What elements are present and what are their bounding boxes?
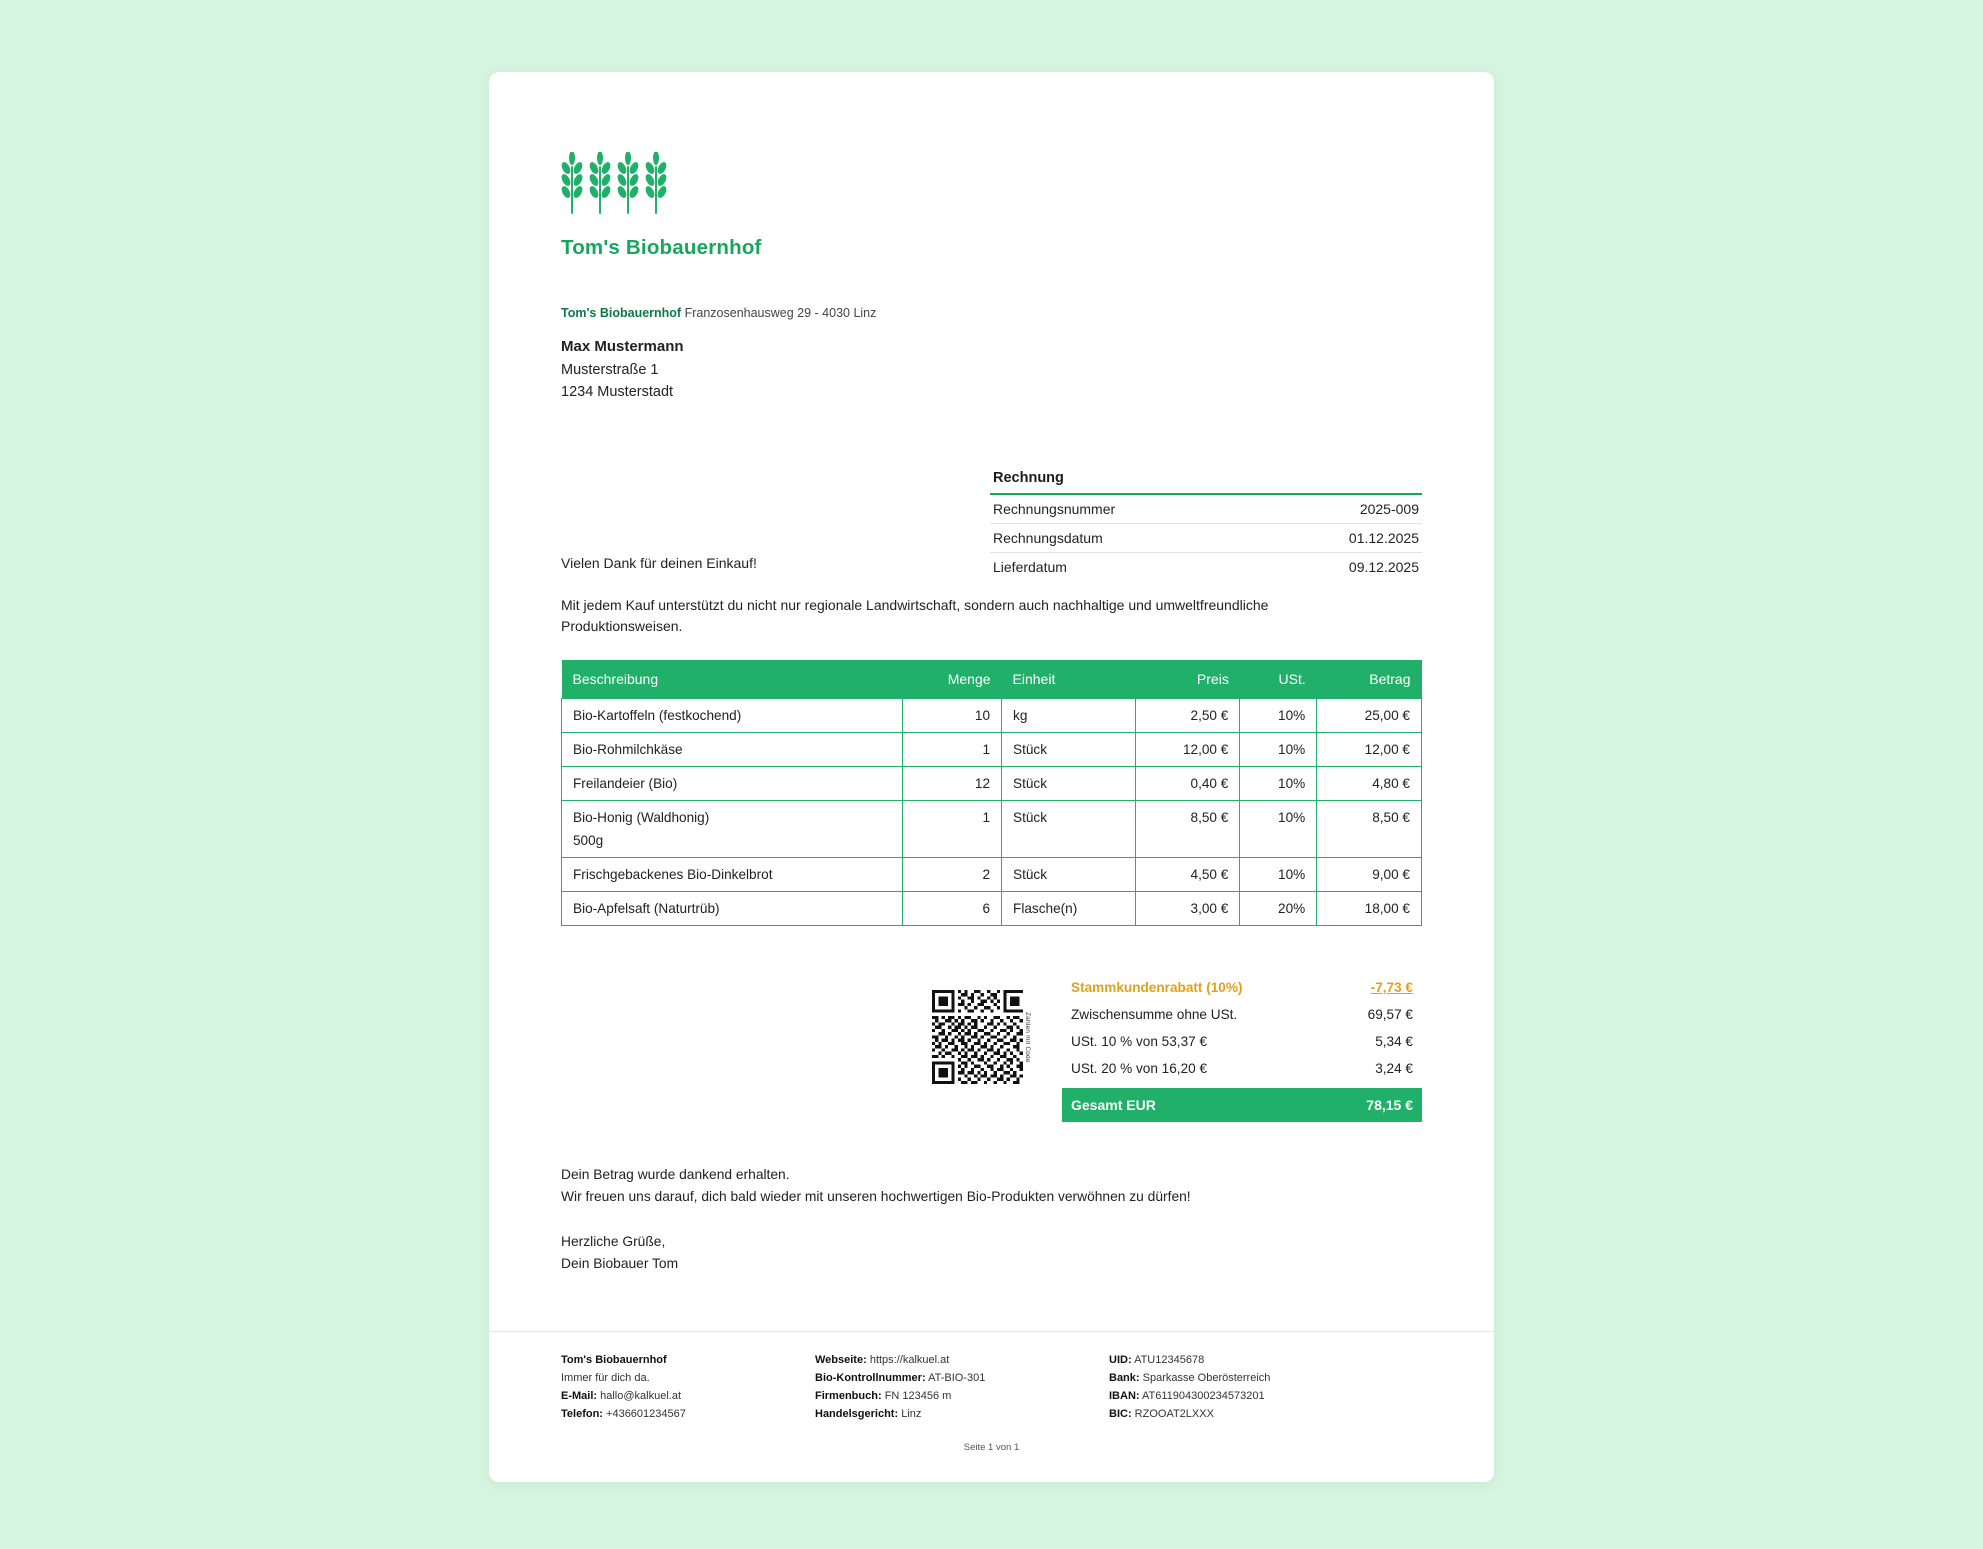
discount-row (1062, 974, 1422, 1001)
meta-label: Lieferdatum (993, 559, 1067, 575)
recipient-city: 1234 Musterstadt (561, 383, 674, 400)
footer-company-name: Tom's Biobauernhof (561, 1354, 667, 1367)
cell-einheit: Stück (1002, 857, 1136, 891)
intro-line-2: Mit jedem Kauf unterstützt du nicht nur regionale Landwirtschaft, sondern auch nachhaltige und umweltfreundliche Produktionsweisen. (561, 596, 1269, 635)
brand-name: Tom's Biobauernhof (561, 236, 762, 259)
totals-area (561, 974, 1422, 1122)
footer-firmenbuch-label: Firmenbuch: (815, 1389, 882, 1402)
footer-bank-value: Sparkasse Oberösterreich (1142, 1372, 1271, 1385)
footer-firmenbuch-value: FN 123456 m (884, 1389, 952, 1402)
footer-phone-label: Telefon: (561, 1407, 603, 1420)
footer-uid-value: ATU12345678 (1134, 1354, 1205, 1367)
cell-preis: 8,50 € (1135, 800, 1240, 857)
invoice-footer (489, 1331, 1494, 1441)
table-row (562, 766, 1422, 800)
footer-phone-value: +436601234567 (606, 1407, 686, 1420)
table-row (562, 891, 1422, 925)
footer-uid-label: UID: (1109, 1354, 1132, 1367)
item-desc: Freilandeier (Bio) (573, 775, 678, 791)
total-value: 3,24 € (1375, 1060, 1413, 1076)
wheat-stalks-icon (561, 152, 1422, 214)
invoice-document (489, 72, 1494, 1482)
total-value: 69,57 € (1367, 1006, 1413, 1022)
sender-name: Tom's Biobauernhof (561, 306, 682, 320)
cell-einheit: kg (1002, 698, 1136, 732)
meta-label: Rechnungsnummer (993, 501, 1116, 517)
total-label: USt. 20 % von 16,20 € (1071, 1060, 1208, 1076)
footer-iban-label: IBAN: (1109, 1389, 1140, 1402)
meta-row (990, 553, 1422, 581)
cell-ust: 10% (1240, 800, 1317, 857)
invoice-meta (990, 470, 1422, 581)
col-menge: Menge (902, 660, 1001, 699)
sender-address: Franzosenhausweg 29 - 4030 Linz (681, 306, 877, 320)
col-beschreibung: Beschreibung (562, 660, 903, 699)
cell-betrag: 25,00 € (1317, 698, 1422, 732)
meta-row (990, 495, 1422, 524)
cell-preis: 2,50 € (1135, 698, 1240, 732)
cell-einheit: Flasche(n) (1002, 891, 1136, 925)
closing-text (561, 1164, 1422, 1275)
table-row (562, 698, 1422, 732)
cell-einheit: Stück (1002, 800, 1136, 857)
table-header-row (562, 660, 1422, 699)
item-desc: Bio-Kartoffeln (festkochend) (573, 707, 742, 723)
cell-betrag: 4,80 € (1317, 766, 1422, 800)
item-desc: Bio-Apfelsaft (Naturtrüb) (573, 900, 720, 916)
closing-line-1: Dein Betrag wurde dankend erhalten. (561, 1166, 790, 1182)
meta-value: 09.12.2025 (1348, 559, 1419, 575)
item-desc: Bio-Rohmilchkäse (573, 741, 683, 757)
cell-betrag: 8,50 € (1317, 800, 1422, 857)
grand-total-row (1062, 1088, 1422, 1122)
meta-value: 2025-009 (1359, 501, 1419, 517)
cell-betrag: 12,00 € (1317, 732, 1422, 766)
line-items-table (561, 660, 1422, 926)
cell-description (562, 891, 903, 925)
col-betrag: Betrag (1317, 660, 1422, 699)
item-subdesc: 500g (573, 832, 604, 848)
intro-line-1: Vielen Dank für deinen Einkauf! (561, 554, 757, 571)
total-row (1062, 1001, 1422, 1028)
recipient-name: Max Mustermann (561, 338, 684, 355)
col-preis: Preis (1135, 660, 1240, 699)
footer-email-value[interactable]: hallo@kalkuel.at (600, 1389, 682, 1402)
closing-line-3: Herzliche Grüße, (561, 1233, 666, 1249)
logo-block (561, 152, 1422, 260)
qr-code-icon[interactable] (932, 990, 1031, 1084)
item-desc: Frischgebackenes Bio-Dinkelbrot (573, 866, 773, 882)
footer-bic-value: RZOOAT2LXXX (1134, 1407, 1214, 1420)
table-row (562, 732, 1422, 766)
cell-einheit: Stück (1002, 766, 1136, 800)
footer-iban-value: AT611904300234573201 (1142, 1389, 1265, 1402)
cell-description (562, 766, 903, 800)
cell-betrag: 18,00 € (1317, 891, 1422, 925)
cell-preis: 12,00 € (1135, 732, 1240, 766)
sender-address-line (561, 306, 1422, 320)
footer-bio-label: Bio-Kontrollnummer: (815, 1372, 926, 1385)
cell-ust: 10% (1240, 732, 1317, 766)
col-ust: USt. (1240, 660, 1317, 699)
footer-column-legal (815, 1352, 1065, 1423)
grand-total-value: 78,15 € (1366, 1096, 1413, 1113)
table-row (562, 857, 1422, 891)
page-number: Seite 1 von 1 (963, 1441, 1020, 1453)
footer-email-label: E-Mail: (561, 1389, 598, 1402)
footer-bic-label: BIC: (1109, 1407, 1132, 1420)
total-label: USt. 10 % von 53,37 € (1071, 1033, 1208, 1049)
cell-menge: 12 (902, 766, 1001, 800)
footer-bank-label: Bank: (1109, 1372, 1140, 1385)
footer-column-company (561, 1352, 771, 1423)
footer-web-label: Webseite: (815, 1354, 867, 1367)
invoice-meta-title: Rechnung (993, 470, 1064, 486)
closing-line-2: Wir freuen uns darauf, dich bald wieder mit unseren hochwertigen Bio-Produkten verwöhnen zu dürfen! (561, 1189, 1191, 1205)
cell-description (562, 800, 903, 857)
cell-preis: 4,50 € (1135, 857, 1240, 891)
cell-ust: 20% (1240, 891, 1317, 925)
footer-handelsgericht-value: Linz (901, 1407, 922, 1420)
total-row (1062, 1055, 1422, 1082)
cell-menge: 1 (902, 732, 1001, 766)
total-value: 5,34 € (1375, 1033, 1413, 1049)
qr-code-label: Zahlen mit Code (1023, 990, 1032, 1084)
footer-web-value[interactable]: https://kalkuel.at (869, 1354, 950, 1367)
meta-value: 01.12.2025 (1348, 530, 1419, 546)
footer-column-bank (1109, 1352, 1359, 1423)
meta-row (990, 524, 1422, 553)
cell-menge: 10 (902, 698, 1001, 732)
cell-preis: 0,40 € (1135, 766, 1240, 800)
footer-handelsgericht-label: Handelsgericht: (815, 1407, 899, 1420)
total-row (1062, 1028, 1422, 1055)
closing-spacer (561, 1209, 1422, 1231)
cell-menge: 6 (902, 891, 1001, 925)
discount-value: -7,73 € (1370, 979, 1413, 995)
recipient-street: Musterstraße 1 (561, 361, 659, 378)
total-label: Zwischensumme ohne USt. (1071, 1006, 1238, 1022)
cell-menge: 1 (902, 800, 1001, 857)
col-einheit: Einheit (1002, 660, 1136, 699)
cell-menge: 2 (902, 857, 1001, 891)
cell-preis: 3,00 € (1135, 891, 1240, 925)
totals-block (1062, 974, 1422, 1122)
cell-ust: 10% (1240, 766, 1317, 800)
cell-einheit: Stück (1002, 732, 1136, 766)
cell-description (562, 698, 903, 732)
cell-description (562, 732, 903, 766)
cell-ust: 10% (1240, 857, 1317, 891)
recipient-address (561, 336, 1422, 403)
cell-description (562, 857, 903, 891)
meta-label: Rechnungsdatum (993, 530, 1103, 546)
cell-betrag: 9,00 € (1317, 857, 1422, 891)
item-desc: Bio-Honig (Waldhonig) (573, 809, 710, 825)
footer-bio-value: AT-BIO-301 (928, 1372, 986, 1385)
discount-label: Stammkundenrabatt (10%) (1071, 979, 1243, 995)
cell-ust: 10% (1240, 698, 1317, 732)
footer-tagline: Immer für dich da. (561, 1372, 650, 1385)
grand-total-label: Gesamt EUR (1071, 1096, 1156, 1113)
table-row (562, 800, 1422, 857)
closing-line-4: Dein Biobauer Tom (561, 1255, 679, 1271)
